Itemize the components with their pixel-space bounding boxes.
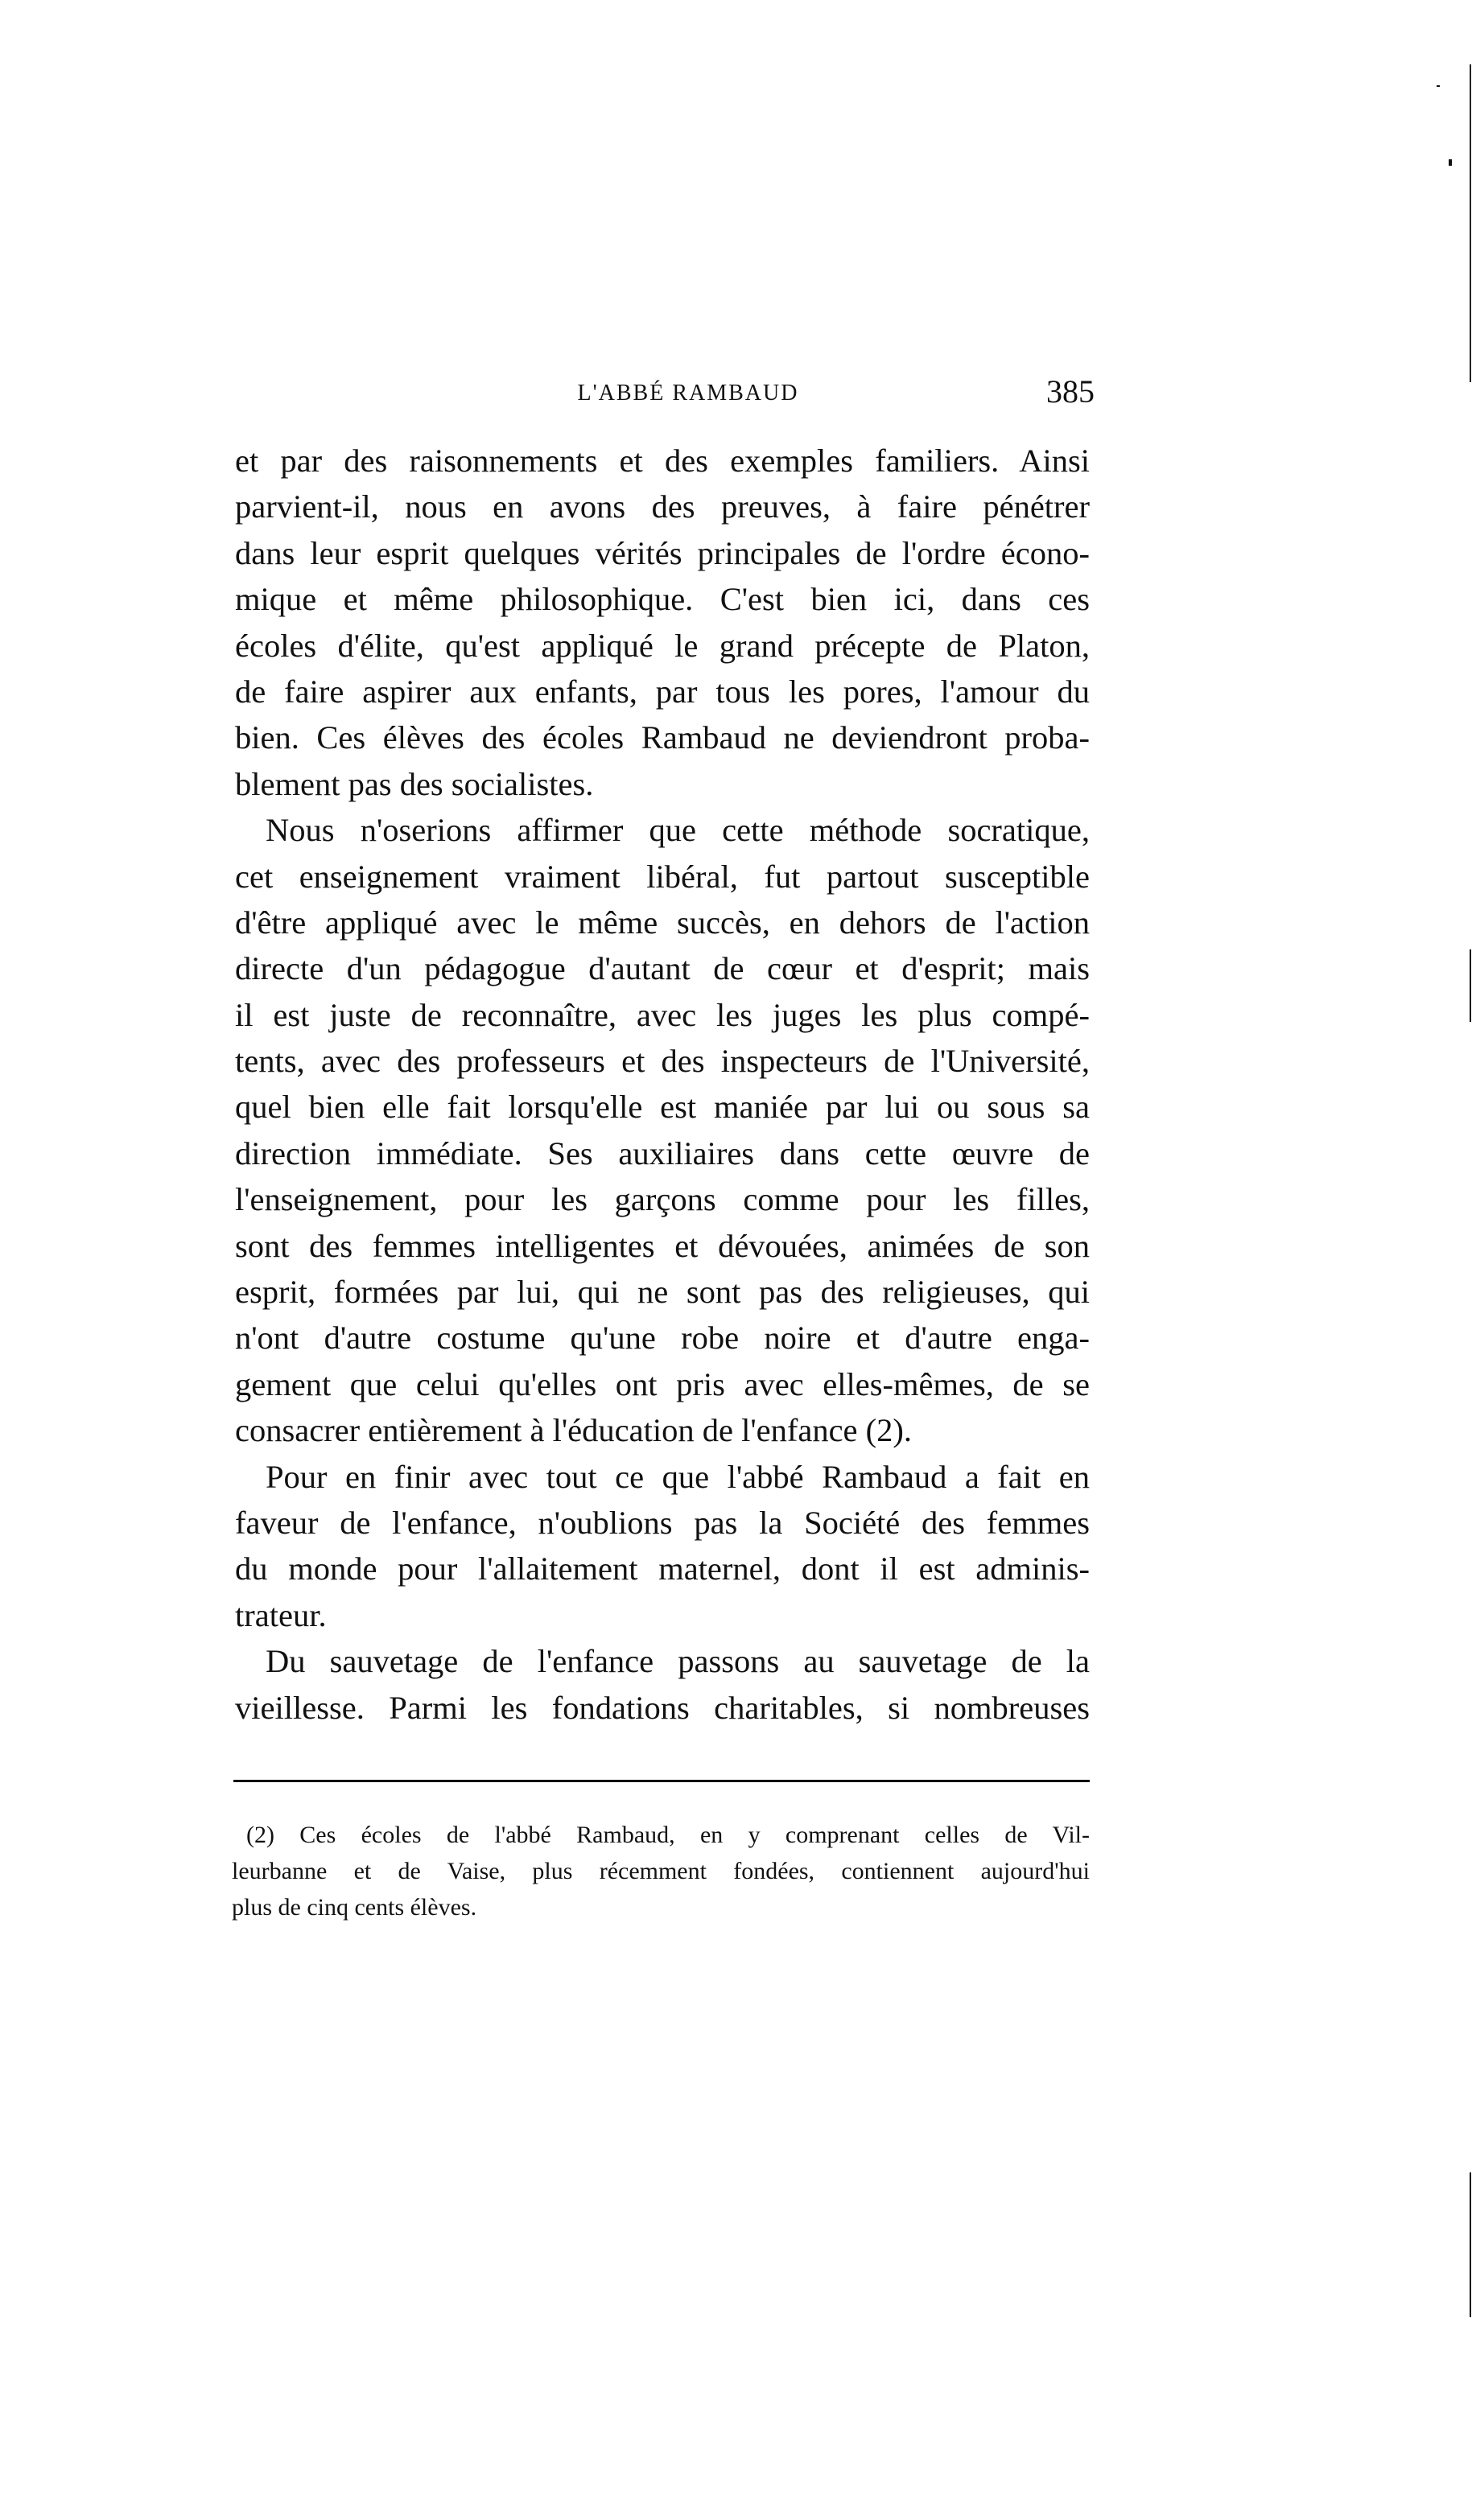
text-line: Du sauvetage de l'enfance passons au sauvetage de la (266, 1643, 1090, 1680)
footnote-rule (233, 1780, 1090, 1782)
text-line: trateur. (235, 1596, 327, 1633)
text-line: écoles d'élite, qu'est appliqué le grand précepte de Platon, (235, 627, 1090, 664)
text-line: Pour en finir avec tout ce que l'abbé Rambaud a fait en (266, 1458, 1090, 1495)
text-line: quel bien elle fait lorsqu'elle est maniée par lui ou sous sa (235, 1089, 1090, 1126)
text-line: faveur de l'enfance, n'oublions pas la Société des femmes (235, 1504, 1090, 1541)
text-line: consacrer entièrement à l'éducation de l'enfance (2). (235, 1412, 913, 1449)
text-line: sont des femmes intelligentes et dévouées, animées de son (235, 1227, 1090, 1264)
scan-speck (1449, 159, 1452, 166)
text-line: bien. Ces élèves des écoles Rambaud ne deviendront proba- (235, 719, 1090, 756)
text-line: d'être appliqué avec le même succès, en dehors de l'action (235, 904, 1090, 941)
scan-speck (1437, 85, 1440, 87)
running-title: L'ABBÉ RAMBAUD (577, 381, 799, 406)
scan-speck (1470, 949, 1471, 1022)
text-line: l'enseignement, pour les garçons comme pour les filles, (235, 1181, 1090, 1218)
text-line: vieillesse. Parmi les fondations charitables, si nombreuses (235, 1689, 1090, 1726)
page-number: 385 (1046, 373, 1095, 410)
text-line: directe d'un pédagogue d'autant de cœur et d'esprit; mais (235, 950, 1090, 987)
text-line: cet enseignement vraiment libéral, fut partout susceptible (235, 858, 1090, 895)
footnote-line: (2) Ces écoles de l'abbé Rambaud, en y comprenant celles de Vil- (246, 1822, 1090, 1848)
text-line: n'ont d'autre costume qu'une robe noire et d'autre enga- (235, 1320, 1090, 1357)
text-line: il est juste de reconnaître, avec les juges les plus compé- (235, 996, 1090, 1033)
scan-edge-line (1470, 64, 1471, 382)
text-line: et par des raisonnements et des exemples familiers. Ainsi (235, 443, 1090, 479)
body-text (235, 438, 1090, 1731)
text-line: gement que celui qu'elles ont pris avec elles-mêmes, de se (235, 1365, 1090, 1402)
running-head (233, 373, 1095, 421)
footnote-line: plus de cinq cents élèves. (232, 1894, 477, 1921)
text-line: du monde pour l'allaitement maternel, dont il est adminis- (235, 1550, 1090, 1587)
text-line: tents, avec des professeurs et des inspecteurs de l'Université, (235, 1043, 1090, 1080)
text-line: direction immédiate. Ses auxiliaires dans cette œuvre de (235, 1134, 1090, 1171)
scan-speck (1470, 2172, 1471, 2317)
text-line: mique et même philosophique. C'est bien ici, dans ces (235, 581, 1090, 618)
text-line: dans leur esprit quelques vérités principales de l'ordre écono- (235, 534, 1090, 571)
footnotes (232, 1817, 1090, 1925)
text-line: blement pas des socialistes. (235, 765, 594, 802)
text-line: parvient-il, nous en avons des preuves, à faire pénétrer (235, 488, 1090, 525)
text-line: Nous n'oserions affirmer que cette méthode socratique, (266, 812, 1090, 849)
footnote-line: leurbanne et de Vaise, plus récemment fondées, contiennent aujourd'hui (232, 1858, 1090, 1884)
text-line: esprit, formées par lui, qui ne sont pas des religieuses, qui (235, 1274, 1090, 1311)
scan-noise-top (0, 2, 1472, 18)
text-line: de faire aspirer aux enfants, par tous les pores, l'amour du (235, 673, 1090, 710)
